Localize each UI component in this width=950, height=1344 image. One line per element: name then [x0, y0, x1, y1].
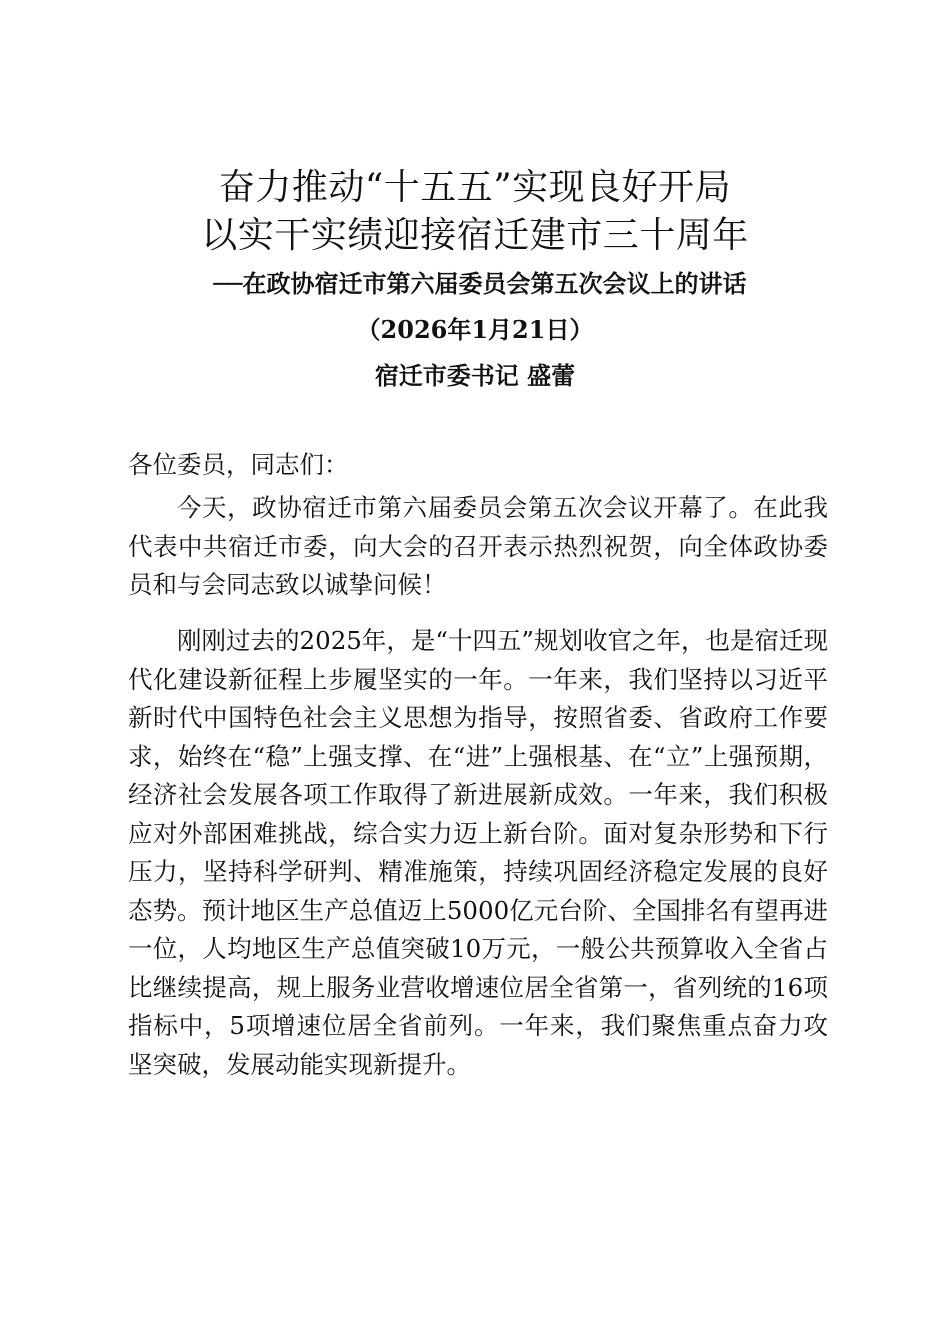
title-line-2: 以实干实绩迎接宿迁建市三十周年 — [201, 215, 749, 256]
speech-date: （2026年1月21日） — [356, 315, 594, 344]
paragraph-2: 刚刚过去的2025年，是“十四五”规划收官之年，也是宿迁现代化建设新征程上步履坚实的一年。一年来，我们坚持以习近平新时代中国特色社会主义思想为指导，按照省委、省政府工作要求，始终在“稳”上强支撑、在“进”上强根基、在“立”上强预期，经济社会发展各项工作取得了新进展新成效。一年来，我们积极应对外部困难挑战，综合实力迈上新台阶。面对复杂形势和下行压力，坚持科学研判、精准施策，持续巩固经济稳定发展的良好态势。预计地区生产总值迈上5000亿元台阶、全国排名有望再进一位，人均地区生产总值突破10万元，一般公共预算收入全省占比继续提高，规上服务业营收增速位居全省第一，省列统的16项指标中，5项增速位居全省前列。一年来，我们聚焦重点奋力攻坚突破，发展动能实现新提升。 — [128, 626, 828, 1079]
speech-author: 宿迁市委书记 盛蕾 — [374, 361, 576, 390]
salutation: 各位委员，同志们： — [128, 450, 349, 479]
paragraph-1: 今天，政协宿迁市第六届委员会第五次会议开幕了。在此我代表中共宿迁市委，向大会的召开表示热烈祝贺，向全体政协委员和与会同志致以诚挚问候！ — [128, 493, 828, 599]
title-line-1: 奋力推动“十五五”实现良好开局 — [218, 167, 732, 208]
speech-occasion: ──在政协宿迁市第六届委员会第五次会议上的讲话 — [213, 269, 747, 298]
